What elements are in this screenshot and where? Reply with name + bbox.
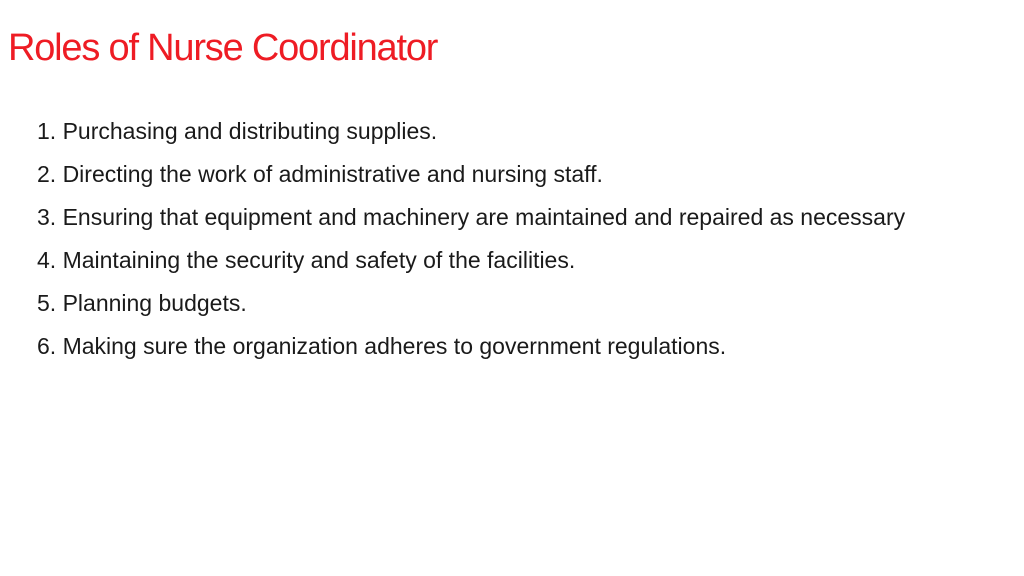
list-item: 4. Maintaining the security and safety of the facilities.	[37, 247, 576, 273]
roles-list	[37, 115, 967, 362]
list-item: 3. Ensuring that equipment and machinery are maintained and repaired as necessary	[37, 204, 906, 230]
list-item: 6. Making sure the organization adheres to government regulations.	[37, 333, 727, 359]
list-item: 2. Directing the work of administrative and nursing staff.	[37, 161, 603, 187]
list-item: 5. Planning budgets.	[37, 290, 247, 316]
slide-title: Roles of Nurse Coordinator	[8, 27, 438, 69]
list-item: 1. Purchasing and distributing supplies.	[37, 118, 438, 144]
